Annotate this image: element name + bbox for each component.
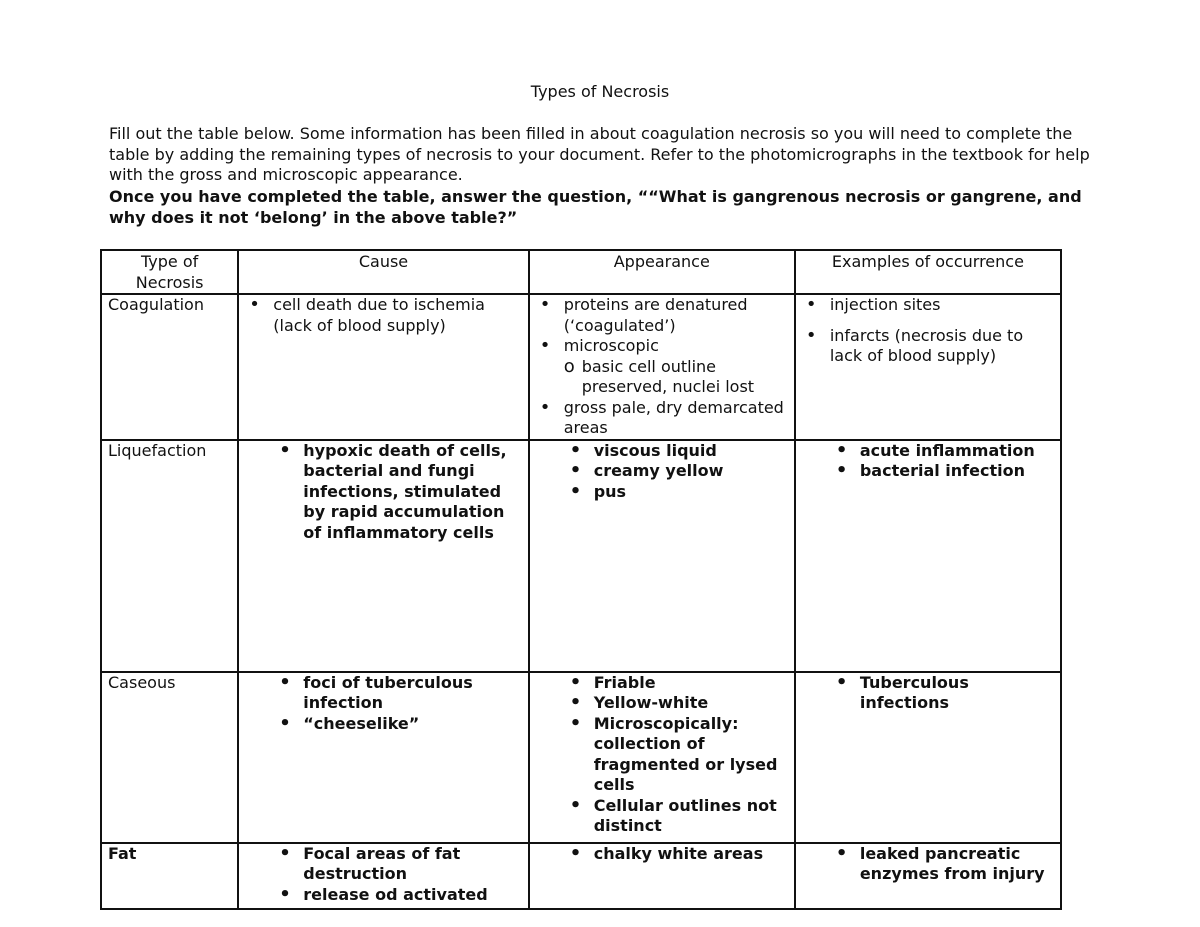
cell-examples <box>795 843 1061 909</box>
table-row-caseous <box>101 672 1061 843</box>
list-item: • Yellow-white <box>536 693 788 714</box>
list-item: • proteins are denatured (‘coagulated’) <box>536 295 788 336</box>
list-item: • Tuberculous infections <box>802 673 1054 714</box>
list-item: • “cheeselike” <box>245 714 521 735</box>
cell-examples <box>795 672 1061 843</box>
cell-examples <box>795 294 1061 440</box>
cell-appearance <box>529 672 795 843</box>
cell-type: Fat <box>101 843 238 909</box>
cell-type: Liquefaction <box>101 440 238 672</box>
cell-cause <box>238 294 528 440</box>
list-item: • injection sites <box>802 295 1054 316</box>
cell-appearance <box>529 843 795 909</box>
list-item: • gross pale, dry demarcated areas <box>536 398 788 439</box>
instructions-text: Fill out the table below. Some information has been filled in about coagulation necrosis so you will need to complete the table by adding the remaining types of necrosis to your document. Refer to the photomicrographs in the textbook for help with the gross and microscopic appearance. <box>109 124 1090 184</box>
cell-appearance <box>529 440 795 672</box>
list-item: • Friable <box>536 673 788 694</box>
list-item: • creamy yellow <box>536 461 788 482</box>
list-item: • viscous liquid <box>536 441 788 462</box>
table-row-coagulation <box>101 294 1061 440</box>
list-item: • acute inflammation <box>802 441 1054 462</box>
list-item: • Microscopically: collection of fragmented or lysed cells <box>536 714 788 796</box>
instructions-block <box>109 124 1099 228</box>
header-cause: Cause <box>238 250 528 294</box>
list-item: • hypoxic death of cells, bacterial and fungi infections, stimulated by rapid accumulation of inflammatory cells <box>245 441 521 544</box>
sub-list-item: o basic cell outline preserved, nuclei lost <box>564 357 788 398</box>
cell-type: Caseous <box>101 672 238 843</box>
table-row-liquefaction <box>101 440 1061 672</box>
list-item: • Cellular outlines not distinct <box>536 796 788 837</box>
cell-cause <box>238 440 528 672</box>
cell-cause <box>238 672 528 843</box>
list-item: • Focal areas of fat destruction <box>245 844 521 885</box>
header-examples: Examples of occurrence <box>795 250 1061 294</box>
cell-appearance <box>529 294 795 440</box>
table-header-row <box>101 250 1061 294</box>
list-item: • release od activated <box>245 885 521 906</box>
list-item: • cell death due to ischemia (lack of blood supply) <box>245 295 521 336</box>
document-title: Types of Necrosis <box>530 82 670 101</box>
necrosis-table <box>100 249 1062 910</box>
list-item: • infarcts (necrosis due to lack of blood supply) <box>802 326 1054 367</box>
list-item: • pus <box>536 482 788 503</box>
cell-type: Coagulation <box>101 294 238 440</box>
list-item <box>536 336 788 398</box>
list-item: • leaked pancreatic enzymes from injury <box>802 844 1054 885</box>
list-item: • foci of tuberculous infection <box>245 673 521 714</box>
header-type: Type of Necrosis <box>101 250 238 294</box>
question-text: Once you have completed the table, answer the question, ““What is gangrenous necrosis or gangrene, and why does it not ‘belong’ in the above table?” <box>109 186 1082 227</box>
cell-cause <box>238 843 528 909</box>
header-appearance: Appearance <box>529 250 795 294</box>
cell-examples <box>795 440 1061 672</box>
list-item: • chalky white areas <box>536 844 788 865</box>
list-item: • bacterial infection <box>802 461 1054 482</box>
list-item-label: microscopic <box>563 336 659 355</box>
table-row-fat <box>101 843 1061 909</box>
